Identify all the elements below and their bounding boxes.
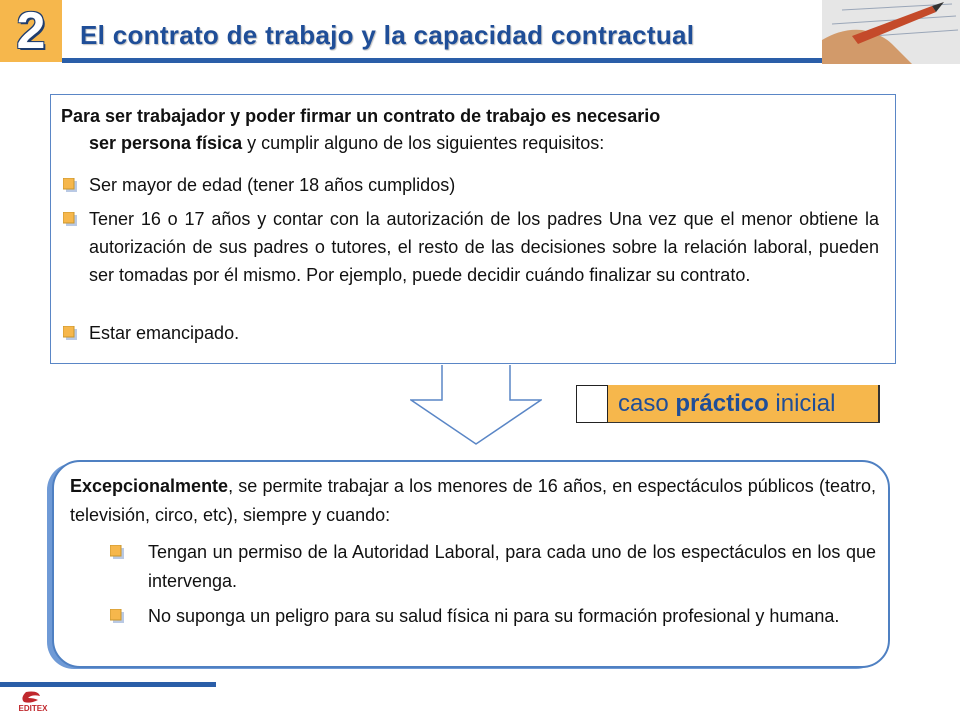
down-arrow-icon [410,364,542,446]
logo-text: EDITEX [18,704,48,713]
checkbox-bullet-icon [110,609,124,623]
footer-divider [0,682,216,687]
exception-box [52,460,890,668]
checkbox-bullet-icon [63,212,77,226]
requirement-text: Estar emancipado. [89,323,240,343]
requirements-intro [61,103,881,157]
chapter-badge [0,0,62,62]
editex-logo [8,690,58,718]
checkbox-bullet-icon [63,178,77,192]
header-divider [62,58,822,63]
checkbox-bullet-icon [110,545,124,559]
requirements-box [50,94,896,364]
exception-bold: Excepcionalmente [70,476,229,496]
header-photo-pen-writing [822,0,960,64]
page-title: El contrato de trabajo y la capacidad contractual [80,20,695,50]
exception-item-text: No suponga un peligro para su salud física ni para su formación profesional y humana. [148,606,840,626]
exception-item-text: Tengan un permiso de la Autoridad Laboral, para cada uno de los espectáculos en los que intervenga. [148,542,876,591]
caso-square [576,385,608,423]
checkbox-bullet-icon [63,326,77,340]
exception-text [70,472,876,530]
caso-label: caso práctico inicial [608,385,880,423]
requirement-text: Tener 16 o 17 años y contar con la autorización de los padres Una vez que el menor obtiene la autorización de sus padres o tutores, el resto de las decisiones sobre la relación laboral, pueden ser tomadas por él mismo. Por ejemplo, puede decidir cuándo finalizar su contrato. [89,209,879,285]
intro-bold-2: ser persona física [89,133,243,153]
intro-bold: Para ser trabajador y poder firmar un contrato de trabajo es necesario [61,106,661,126]
chapter-number: 2 [16,2,46,60]
intro-rest: y cumplir alguno de los siguientes requisitos: [242,133,605,153]
requirement-text: Ser mayor de edad (tener 18 años cumplidos) [89,175,456,195]
caso-practico-tag[interactable] [576,385,882,425]
exception-rest: , se permite trabajar a los menores de 16 años, en espectáculos públicos (teatro, televisión, circo, etc), siempre y cuando: [70,476,876,525]
